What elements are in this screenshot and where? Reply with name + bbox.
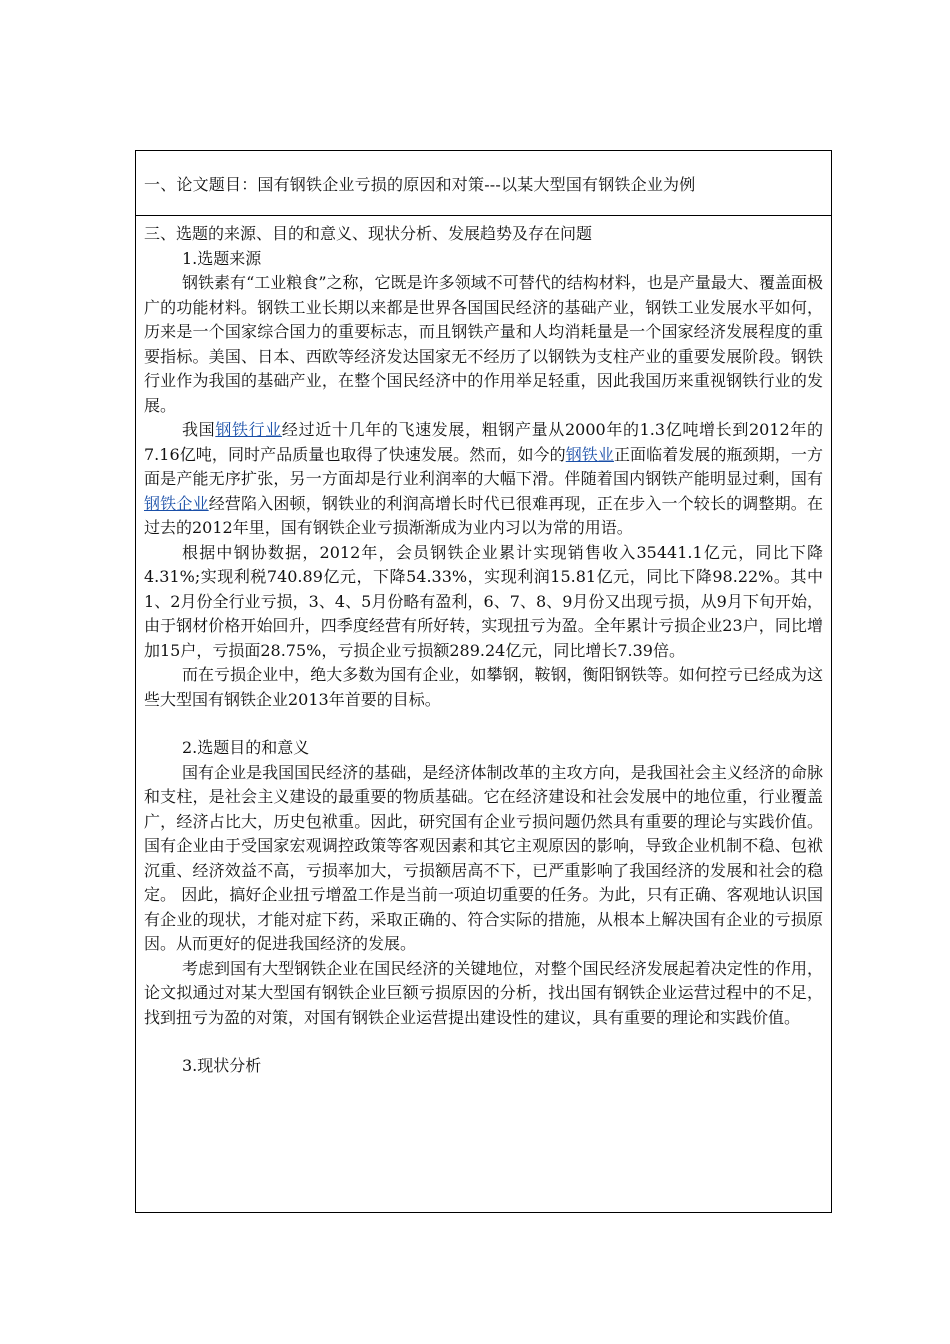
text-segment: 正面临着发展的瓶颈期，一方面是产能无序扩张，另一方面却是行业利润率的大幅下滑。伴随着国内钢铁产能明显过剩，国有 [144, 444, 823, 488]
link-steel-sector[interactable]: 钢铁业 [565, 444, 614, 464]
spacer [144, 1030, 823, 1054]
spacer [144, 712, 823, 736]
text-segment: 经营陷入困顿，钢铁业的利润高增长时代已很难再现，正在步入一个较长的调整期。在过去的2012年里，国有钢铁企业亏损渐渐成为业内习以为常的用语。 [144, 493, 823, 537]
section-heading: 三、选题的来源、目的和意义、现状分析、发展趋势及存在问题 [144, 224, 593, 243]
subheading-purpose-significance: 2.选题目的和意义 [182, 738, 310, 757]
text-segment: 我国 [182, 420, 216, 439]
paragraph-state-owned-enterprises: 国有企业是我国国民经济的基础，是经济体制改革的主攻方向，是我国社会主义经济的命脉和支柱，是社会主义建设的最重要的物质基础。它在经济建设和社会发展中的地位重，行业覆盖广，经济占比大，历史包袱重。因此，研究国有企业亏损问题仍然具有重要的理论与实践价值。 国有企业由于受国家宏观调控政策等客观因素和其它主观原因的影响，导致企业机制不稳、包袱沉重、经济效益不高，亏损率加大，亏损额居高不下，已严重影响了我国经济的发展和社会的稳定。 因此，搞好企业扭亏增盈工作是当前一项迫切重要的任务。为此，只有正确、客观地认识国有企业的现状，才能对症下药，采取正确的、符合实际的措施，从根本上解决国有企业的亏损原因。从而更好的促进我国经济的发展。 [144, 762, 823, 953]
paragraph-research-value: 考虑到国有大型钢铁企业在国民经济的关键地位，对整个国民经济发展起着决定性的作用，论文拟通过对某大型国有钢铁企业巨额亏损原因的分析，找出国有钢铁企业运营过程中的不足，找到扭亏为盈的对策，对国有钢铁企业运营提出建设性的建议，具有重要的理论和实践价值。 [144, 958, 823, 1027]
link-steel-industry[interactable]: 钢铁行业 [215, 420, 282, 439]
subheading-status-analysis: 3.现状分析 [182, 1056, 262, 1075]
paragraph-steel-importance: 钢铁素有“工业粮食”之称，它既是许多领域不可替代的结构材料，也是产量最大、覆盖面极广的功能材料。钢铁工业长期以来都是世界各国国民经济的基础产业，钢铁工业发展水平如何，历来是一个国家综合国力的重要标志，而且钢铁产量和人均消耗量是一个国家经济发展程度的重要指标。美国、日本、西欧等经济发达国家无不经历了以钢铁为支柱产业的重要发展阶段。钢铁行业作为我国的基础产业，在整个国民经济中的作用举足轻重，因此我国历来重视钢铁行业的发展。 [144, 273, 823, 415]
paragraph-2012-data: 根据中钢协数据，2012年，会员钢铁企业累计实现销售收入35441.1亿元，同比下降4.31%;实现利税740.89亿元，下降54.33%，实现利润15.81亿元，同比下降98.22%。其中1、2月份全行业亏损，3、4、5月份略有盈利，6、7、8、9月份又出现亏损，从9月下旬开始，由于钢材价格开始回升，四季度经营有所好转，实现扭亏为盈。全年累计亏损企业23户，同比增加15户，亏损面28.75%，亏损企业亏损额289.24亿元，同比增长7.39倍。 [144, 542, 823, 660]
subheading-topic-source: 1.选题来源 [182, 248, 262, 268]
title-row [136, 151, 831, 216]
thesis-title: 一、论文题目：国有钢铁企业亏损的原因和对策---以某大型国有钢铁企业为例 [144, 174, 696, 194]
paragraph-industry-development [144, 418, 823, 541]
proposal-table [135, 150, 832, 1213]
paragraph-loss-enterprises: 而在亏损企业中，绝大多数为国有企业，如攀钢，鞍钢，衡阳钢铁等。如何控亏已经成为这些大型国有钢铁企业2013年首要的目标。 [144, 665, 823, 709]
content-cell [136, 216, 831, 1079]
text-segment: 经过近十几年的飞速发展，粗钢产量从2000年的1.3亿吨增长到2012年的7.16亿吨，同时产品质量也取得了快速发展。然而，如今的 [144, 420, 823, 464]
link-steel-enterprise[interactable]: 钢铁企业 [144, 493, 209, 513]
